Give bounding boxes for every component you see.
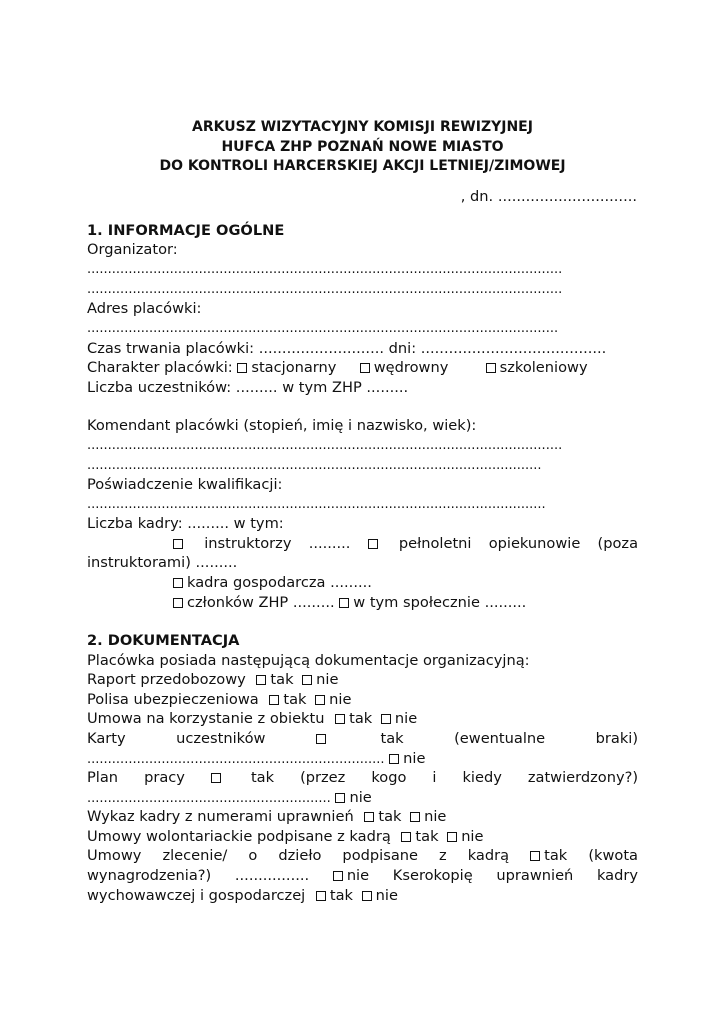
plan-nie-checkbox[interactable] [335, 793, 345, 803]
title-line-1: ARKUSZ WIZYTACYJNY KOMISJI REWIZYJNEJ [192, 119, 533, 135]
organizator-dots-2: ................................................................................................................... [87, 282, 563, 297]
liczba-kadry: Liczba kadry: ......... w tym: [87, 515, 284, 532]
kserokopie-tak-checkbox[interactable] [316, 891, 326, 901]
wykaz-row [87, 807, 446, 827]
polisa-tak-checkbox[interactable] [269, 695, 279, 705]
wolontariackie-nie-label: nie [461, 828, 484, 845]
wolontariackie-tak-label: tak [415, 828, 439, 845]
uczestnikow-word: uczestników [176, 730, 266, 747]
section2-heading: 2. DOKUMENTACJA [87, 632, 240, 649]
czlonkow-row [173, 593, 526, 613]
umowa-obiekt-tak-checkbox[interactable] [335, 714, 345, 724]
komendant-dots-2: .............................................................................................................. [87, 458, 542, 473]
kserokopie-nie-label: nie [375, 887, 398, 904]
raport-nie-label: nie [316, 671, 339, 688]
plan-word: Plan [87, 769, 119, 786]
wolontariackie-label: Umowy wolontariackie podpisane z kadrą [87, 828, 391, 845]
ewentualne-word: (ewentualne [454, 730, 546, 747]
kserokopie-nie-checkbox[interactable] [362, 891, 372, 901]
dokumentacja-intro: Placówka posiada następującą dokumentacje organizacyjną: [87, 652, 530, 669]
raport-nie-checkbox[interactable] [302, 675, 312, 685]
czas-trwania: Czas trwania placówki: ........................... dni: ........................................ [87, 340, 607, 357]
document-title [87, 118, 638, 177]
umowa-obiekt-nie-checkbox[interactable] [381, 714, 391, 724]
liczba-uczestnikow: Liczba uczestników: ......... w tym ZHP ......... [87, 379, 409, 396]
charakter-label: Charakter placówki: [87, 359, 233, 376]
umowa-obiekt-row [87, 709, 417, 729]
karty-nie-checkbox[interactable] [389, 754, 399, 764]
wykaz-label: Wykaz kadry z numerami uprawnień [87, 808, 354, 825]
umowa-obiekt-nie-label: nie [394, 710, 418, 727]
plan-tak-label: tak [250, 769, 275, 786]
raport-row [87, 670, 338, 690]
wolontariackie-row [87, 827, 483, 847]
raport-label: Raport przedobozowy [87, 671, 246, 688]
zlecenie-tak-checkbox[interactable] [530, 851, 540, 861]
wedrowny-checkbox[interactable] [360, 363, 370, 373]
poza-word: (poza [597, 535, 639, 552]
raport-tak-label: tak [270, 671, 294, 688]
karty-row-1 [87, 729, 638, 749]
kadra-gosp-checkbox[interactable] [173, 578, 183, 588]
date-line: , dn. .............................. [460, 188, 637, 205]
kwota-word: (kwota [588, 847, 638, 864]
wynagrodzenia-text: wynagrodzenia?) ................ [87, 867, 310, 884]
zlecenie-nie-label: nie [346, 867, 370, 884]
i-word: i [432, 769, 437, 786]
charakter-row [87, 358, 588, 378]
plan-tak-group [211, 769, 225, 786]
kserokopie-text: Kserokopię uprawnień kadry [392, 867, 639, 884]
wolontariackie-tak-checkbox[interactable] [401, 832, 411, 842]
karty-tak-group [316, 730, 330, 747]
wykaz-nie-checkbox[interactable] [410, 812, 420, 822]
czlonkow-zhp-checkbox[interactable] [173, 598, 183, 608]
karty-nie-label: nie [403, 750, 426, 767]
umowa-obiekt-label: Umowa na korzystanie z obiektu [87, 710, 325, 727]
wolontariackie-nie-checkbox[interactable] [447, 832, 457, 842]
adres-label: Adres placówki: [87, 300, 202, 317]
wychowawczej-text: wychowawczej i gospodarczej [87, 887, 306, 904]
wykaz-tak-checkbox[interactable] [364, 812, 374, 822]
instruktorzy-label: instruktorzy [204, 535, 292, 552]
przez-word: (przez [300, 769, 346, 786]
pelnoletni-checkbox[interactable] [368, 539, 378, 549]
karty-dots: ........................................................................ [87, 752, 385, 767]
pracy-word: pracy [144, 769, 185, 786]
komendant-dots-1: ................................................................................................................... [87, 438, 563, 453]
kadra-gosp-label: kadra gospodarcza ......... [187, 574, 372, 591]
kadra-gosp-row [173, 573, 372, 593]
karty-row-2 [87, 749, 425, 770]
stacjonarny-label: stacjonarny [251, 359, 337, 376]
poswiadczenie-dots: ............................................................................................................... [87, 497, 546, 512]
title-line-2: HUFCA ZHP POZNAŃ NOWE MIASTO [221, 138, 504, 155]
polisa-row [87, 690, 351, 710]
wykaz-tak-label: tak [378, 808, 402, 825]
plan-dots: ........................................................... [87, 791, 331, 806]
kserokopie-tak-label: tak [329, 887, 353, 904]
organizator-dots-1: ................................................................................................................... [87, 262, 563, 277]
czlonkow-zhp-label: członków ZHP ......... [187, 594, 335, 611]
kiedy-word: kiedy [462, 769, 502, 786]
szkoleniowy-checkbox[interactable] [486, 363, 496, 373]
polisa-tak-label: tak [283, 691, 307, 708]
plan-nie-label: nie [349, 789, 372, 806]
raport-tak-checkbox[interactable] [256, 675, 266, 685]
spolecznie-checkbox[interactable] [339, 598, 349, 608]
zlecenie-nie-checkbox[interactable] [333, 871, 343, 881]
karty-tak-label: tak [380, 730, 404, 747]
zlecenie-row-1 [87, 846, 638, 866]
pelnoletni-word: pełnoletni [398, 535, 472, 552]
poswiadczenie-label: Poświadczenie kwalifikacji: [87, 476, 283, 493]
zlecenie-tak-label: tak [544, 847, 568, 864]
kogo-word: kogo [371, 769, 407, 786]
stacjonarny-checkbox[interactable] [237, 363, 247, 373]
wykaz-nie-label: nie [424, 808, 447, 825]
organizator-label: Organizator: [87, 241, 178, 258]
komendant-label: Komendant placówki (stopień, imię i nazwisko, wiek): [87, 417, 477, 434]
plan-row-1 [87, 768, 638, 788]
adres-dots: .................................................................................................................. [87, 321, 559, 336]
braki-word: braki) [595, 730, 639, 747]
plan-row-2 [87, 788, 372, 809]
szkoleniowy-label: szkoleniowy [499, 359, 588, 376]
karty-word: Karty [87, 730, 126, 747]
section1-heading: 1. INFORMACJE OGÓLNE [87, 222, 285, 239]
opiekunowie-word: opiekunowie [488, 535, 581, 552]
spolecznie-label: w tym społecznie ......... [353, 594, 527, 611]
polisa-nie-label: nie [329, 691, 352, 708]
wedrowny-label: wędrowny [373, 359, 449, 376]
title-line-3: DO KONTROLI HARCERSKIEJ AKCJI LETNIEJ/ZIMOWEJ [159, 158, 566, 174]
kadra-row-1-cont: instruktorami) ......... [87, 554, 238, 571]
zatwierdzony-word: zatwierdzony?) [527, 769, 639, 786]
zlecenie-row-2 [87, 866, 638, 886]
zlecenie-row-3 [87, 886, 398, 906]
instruktorzy-count: ......... [308, 535, 351, 552]
umowa-obiekt-tak-label: tak [349, 710, 373, 727]
polisa-nie-checkbox[interactable] [315, 695, 325, 705]
polisa-label: Polisa ubezpieczeniowa [87, 691, 259, 708]
zlecenie-nie-group [333, 867, 369, 884]
karty-tak-checkbox[interactable] [316, 734, 326, 744]
plan-tak-checkbox[interactable] [211, 773, 221, 783]
zlecenie-tak-group [530, 847, 567, 864]
instruktorzy-checkbox[interactable] [173, 539, 183, 549]
kadra-row-1 [173, 534, 638, 554]
zlecenie-text: Umowy zlecenie/ o dzieło podpisane z kadrą [87, 847, 510, 864]
